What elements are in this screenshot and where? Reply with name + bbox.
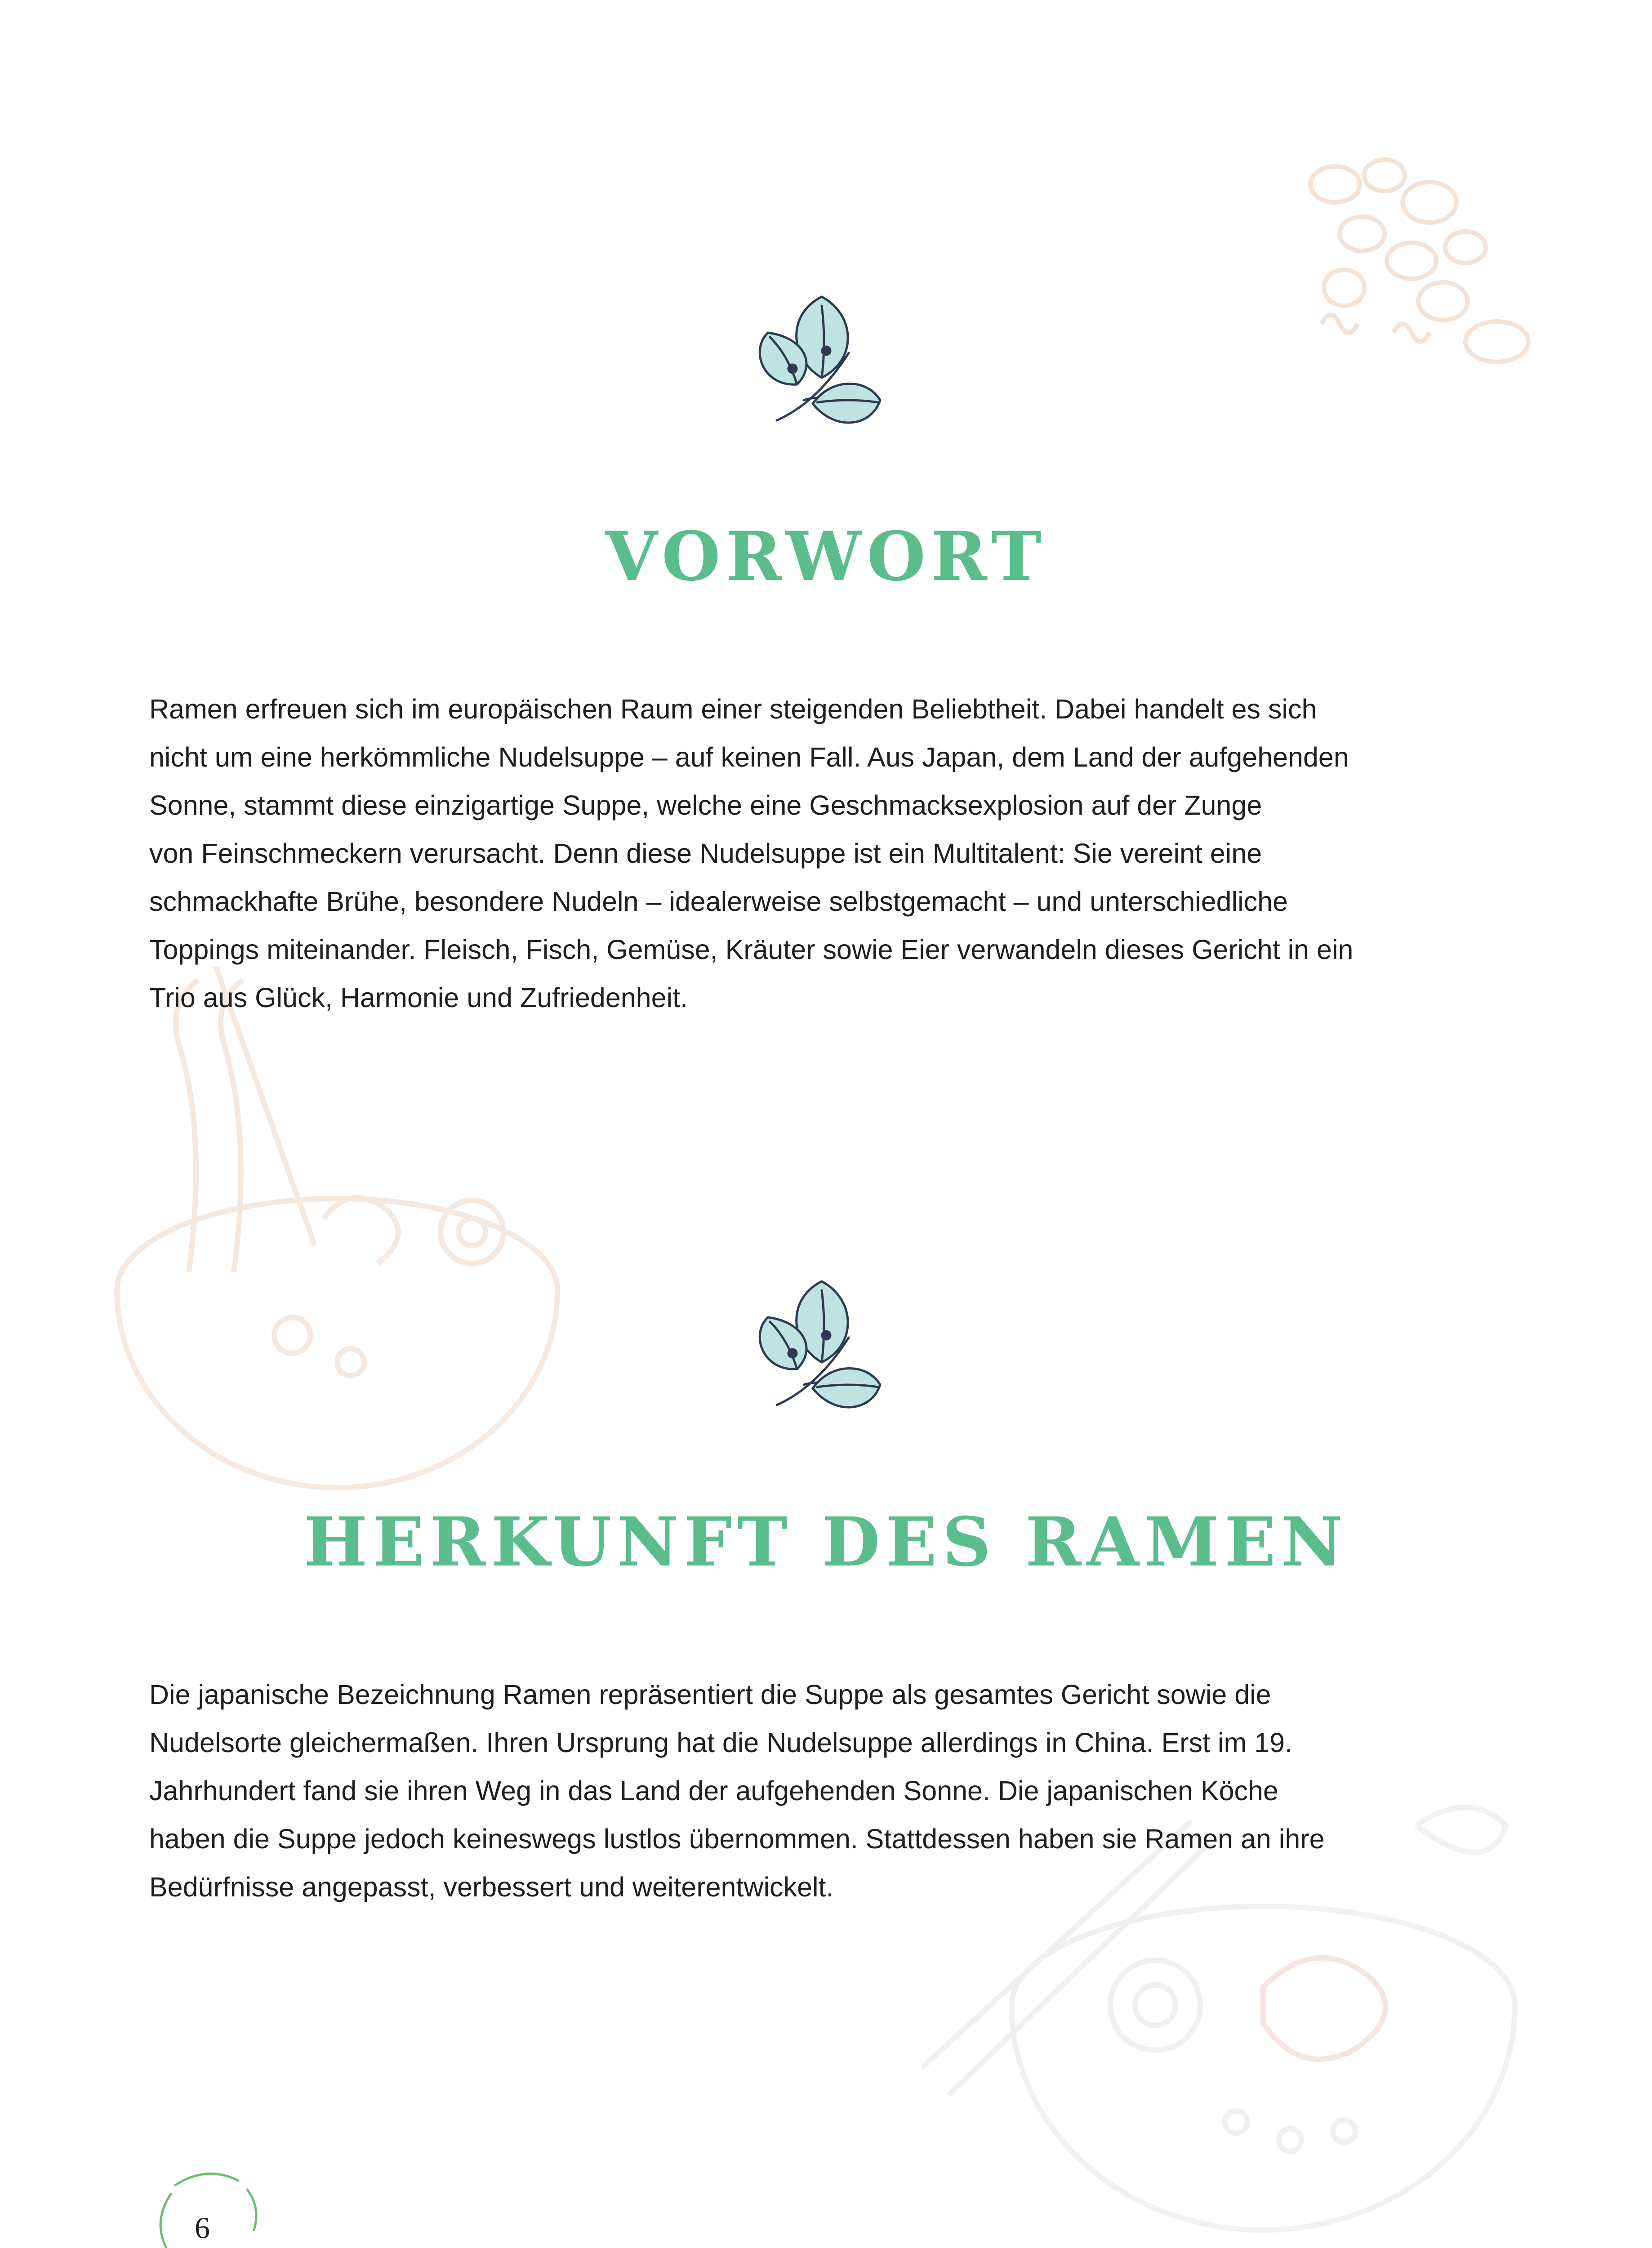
text-line: Die japanische Bezeichnung Ramen repräsentiert die Suppe als gesamtes Gericht sowie die (149, 1679, 1271, 1710)
text-line: Nudelsorte gleichermaßen. Ihren Ursprung hat die Nudelsuppe allerdings in China. Erst im 19. (149, 1727, 1292, 1758)
text-line: Sonne, stammt diese einzigartige Suppe, welche eine Geschmacksexplosion auf der Zunge (149, 790, 1262, 821)
section-title: HERKUNFT DES RAMEN (303, 1503, 1349, 1582)
section-body (149, 1671, 1493, 1911)
text-line: Trio aus Glück, Harmonie und Zufriedenheit. (149, 982, 688, 1013)
section-body (149, 685, 1493, 1022)
text-line: Bedürfnisse angepasst, verbessert und weiterentwickelt. (149, 1872, 834, 1902)
text-line: nicht um eine herkömmliche Nudelsuppe – auf keinen Fall. Aus Japan, dem Land der aufgehenden (149, 742, 1349, 772)
herb-sprig-icon (754, 1272, 889, 1425)
text-line: haben die Suppe jedoch keineswegs lustlos übernommen. Stattdessen haben sie Ramen an ihre (149, 1824, 1325, 1854)
section-title: VORWORT (605, 517, 1047, 596)
noodle-pattern-illustration (1295, 144, 1546, 396)
text-line: schmackhafte Brühe, besondere Nudeln – idealerweise selbstgemacht – und unterschiedliche (149, 886, 1288, 917)
ramen-bowl-illustration (99, 967, 575, 1506)
text-line: von Feinschmeckern verursacht. Denn diese Nudelsuppe ist ein Multitalent: Sie vereint eine (149, 838, 1262, 869)
herb-sprig-icon (754, 288, 889, 441)
text-line: Ramen erfreuen sich im europäischen Raum einer steigenden Beliebtheit. Dabei handelt es sich (149, 694, 1317, 724)
page-number: 6 (195, 2211, 210, 2245)
text-line: Jahrhundert fand sie ihren Weg in das Land der aufgehenden Sonne. Die japanischen Köche (149, 1775, 1278, 1806)
text-line: Toppings miteinander. Fleisch, Fisch, Gemüse, Kräuter sowie Eier verwandeln dieses Gericht in ein (149, 934, 1354, 965)
